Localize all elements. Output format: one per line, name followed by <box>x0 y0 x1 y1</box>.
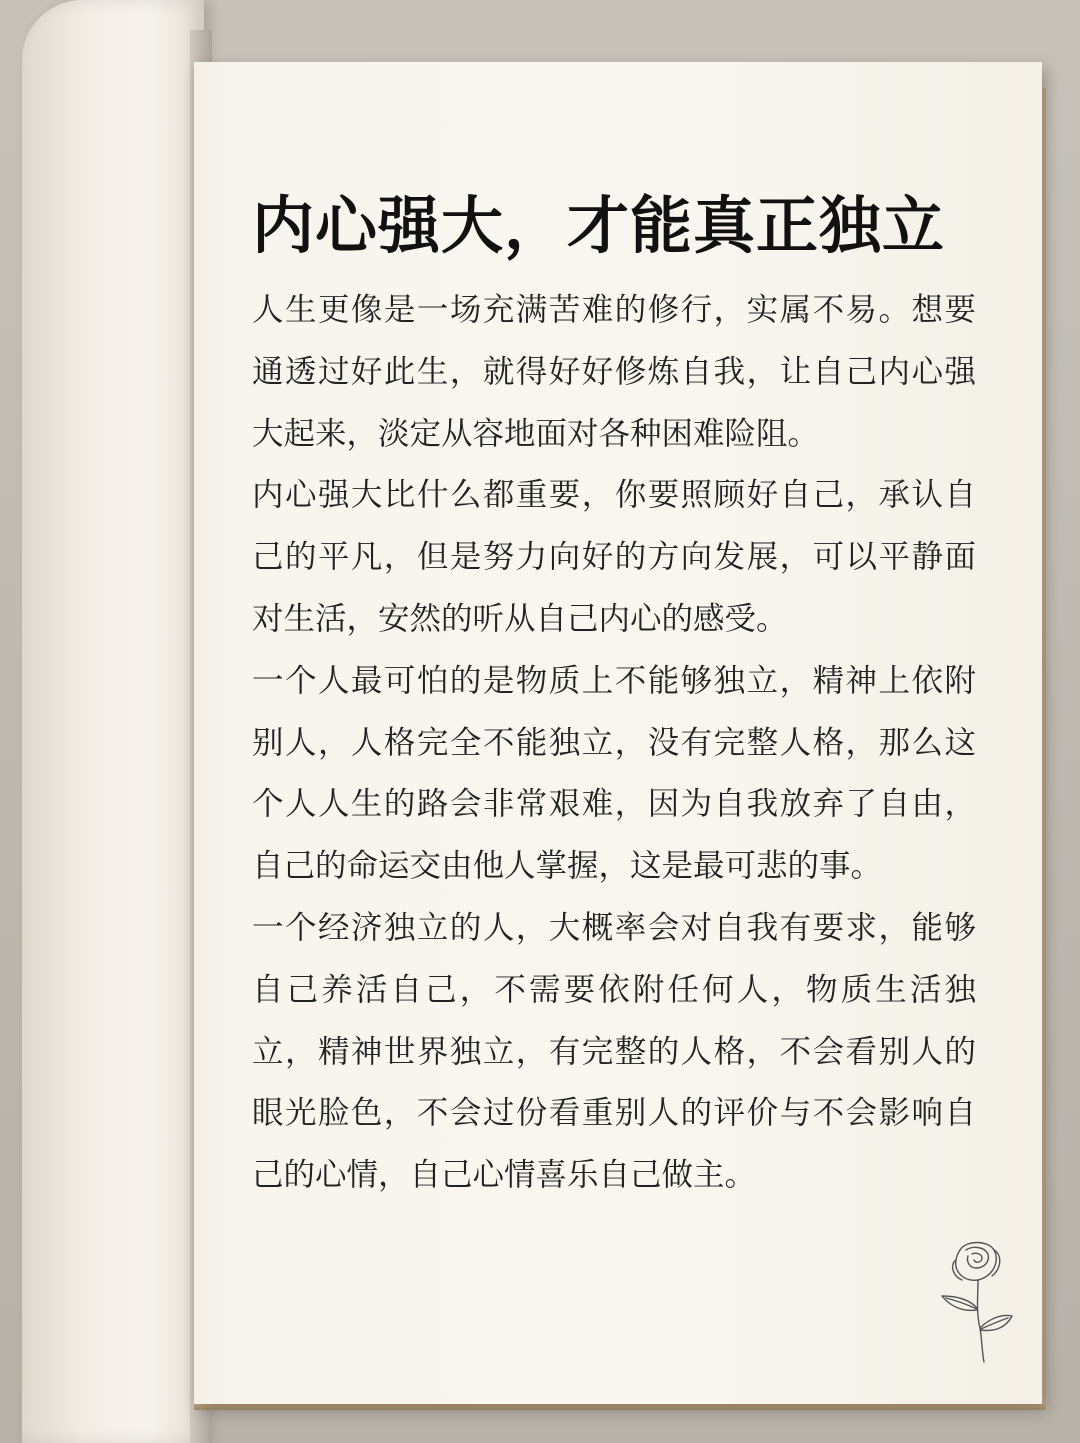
paragraph: 一个经济独立的人，大概率会对自我有要求，能够自己养活自己，不需要依附任何人，物质生活独立，精神世界独立，有完整的人格，不会看别人的眼光脸色，不会过份看重别人的评价与不会影响自己的心情，自己心情喜乐自己做主。 <box>252 909 976 1194</box>
article-body <box>252 280 976 1207</box>
paragraph: 人生更像是一场充满苦难的修行，实属不易。想要通透过好此生，就得好好修炼自我，让自己内心强大起来，淡定从容地面对各种困难险阻。 <box>252 292 976 452</box>
paragraph: 内心强大比什么都重要，你要照顾好自己，承认自己的平凡，但是努力向好的方向发展，可以平静面对生活，安然的听从自己内心的感受。 <box>252 477 976 637</box>
paragraph: 一个人最可怕的是物质上不能够独立，精神上依附别人，人格完全不能独立，没有完整人格，那么这个人人生的路会非常艰难，因为自我放弃了自由，自己的命运交由他人掌握，这是最可悲的事。 <box>252 662 976 885</box>
rose-line-icon <box>932 1236 1018 1366</box>
left-page <box>22 0 204 1443</box>
article-title: 内心强大，才能真正独立 <box>252 189 946 262</box>
